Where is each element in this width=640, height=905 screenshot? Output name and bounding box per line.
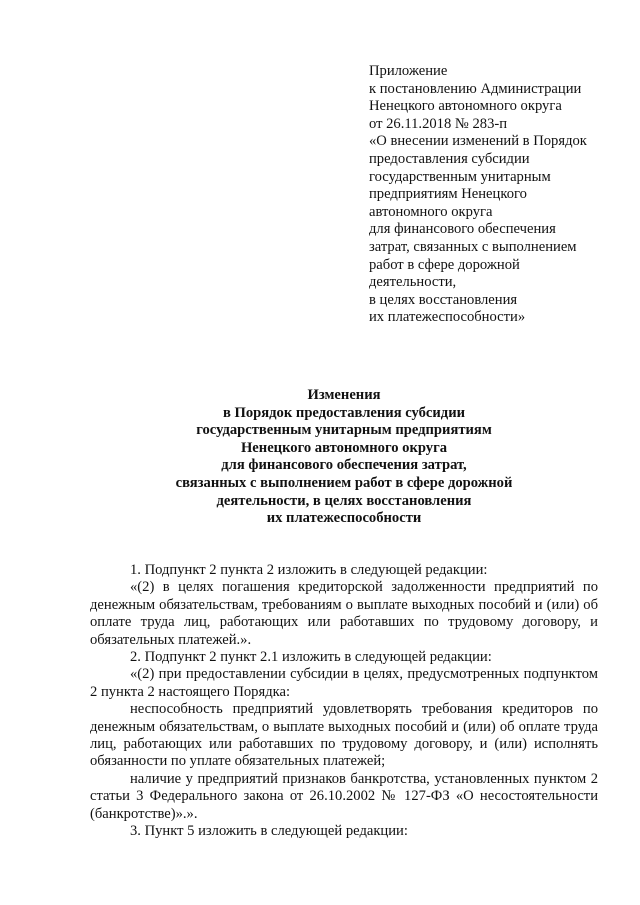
appendix-line: Ненецкого автономного округа [369,98,562,115]
title-line: их платежеспособности [266,510,422,527]
appendix-line: в целях восстановления [369,291,518,308]
appendix-line: деятельности, [369,274,457,291]
appendix-line: от 26.11.2018 № 283-п [369,115,508,132]
appendix-line: для финансового обеспечения [369,221,556,238]
title-line: в Порядок предоставления субсидии [222,404,466,421]
appendix-block [369,63,619,327]
document-title [90,387,598,528]
title-line: деятельности, в целях восстановления [216,492,472,509]
title-line: Ненецкого автономного округа [240,439,448,456]
body-paragraph: 1. Подпункт 2 пункта 2 изложить в следующей редакции: [130,562,488,578]
appendix-line: работ в сфере дорожной [369,256,520,273]
title-line: государственным унитарным предприятиям [196,422,492,439]
appendix-line: затрат, связанных с выполнением [369,238,577,255]
body-paragraph: 2. Подпункт 2 пункт 2.1 изложить в следующей редакции: [130,649,492,666]
title-line: Изменения [307,387,381,403]
appendix-line: предоставления субсидии [369,150,530,167]
body-paragraph: «(2) в целях погашения кредиторской задолженности предприятий по денежным обязательствам, требованиям о выплате выходных пособий и (или) об оплате труда лиц, работающих или работавших по трудовому договору, и обязательных платежей.». [90,579,598,648]
title-line: связанных с выполнением работ в сфере дорожной [175,474,513,491]
body-paragraph: неспособность предприятий удовлетворять требования кредиторов по денежным обязательствам, о выплате выходных пособий и (или) об оплате труда лиц, работающих или работавших по трудовому договору, и (или) исполнять обязанности по уплате обязательных платежей; [90,701,598,770]
body-paragraph: наличие у предприятий признаков банкротства, установленных пунктом 2 статьи 3 Федерального закона от 26.10.2002 № 127-ФЗ «О несостоятельности (банкротстве)».». [90,770,598,822]
appendix-line: Приложение [369,63,448,79]
appendix-line: автономного округа [369,203,493,220]
appendix-line: к постановлению Администрации [369,80,582,97]
body-paragraph: 3. Пункт 5 изложить в следующей редакции: [130,823,408,840]
body-paragraph: «(2) при предоставлении субсидии в целях, предусмотренных подпунктом 2 пункта 2 настоящего Порядка: [90,666,598,700]
document-body [90,562,598,841]
appendix-line: государственным унитарным [369,168,551,185]
title-line: для финансового обеспечения затрат, [221,457,467,474]
appendix-line: предприятиям Ненецкого [369,186,527,203]
appendix-line: их платежеспособности» [369,309,526,326]
appendix-line: «О внесении изменений в Порядок [369,133,587,150]
